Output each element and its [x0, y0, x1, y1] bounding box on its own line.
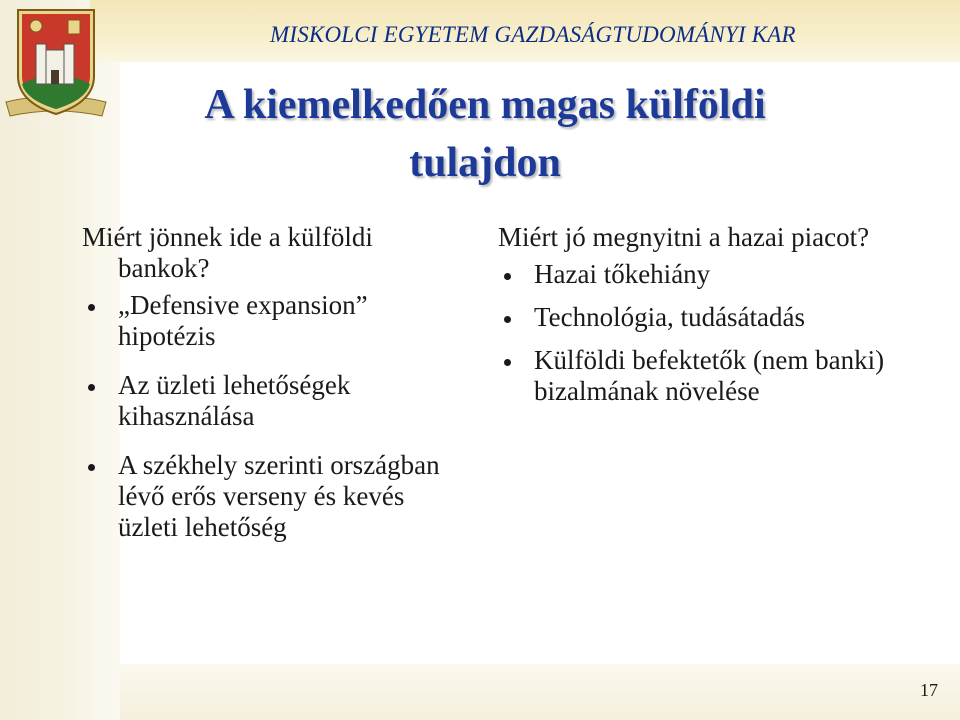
list-item	[498, 259, 898, 290]
slide-title	[120, 76, 850, 192]
list-item	[82, 290, 442, 352]
list-item	[82, 370, 442, 432]
left-bullet-list	[82, 290, 442, 543]
left-column-heading: Miért jönnek ide a külföldi bankok?	[82, 222, 373, 283]
list-item-text: Hazai tőkehiány	[534, 259, 711, 289]
list-item	[498, 345, 898, 407]
bullet-icon	[88, 384, 95, 391]
bullet-icon	[504, 316, 511, 323]
list-item-text: „Defensive expansion” hipotézis	[118, 290, 368, 351]
title-line-2: tulajdon	[409, 140, 561, 186]
list-item-text: Az üzleti lehetőségek kihasználása	[118, 370, 351, 431]
list-item-text: Külföldi befektetők (nem banki) bizalmának növelése	[534, 345, 885, 406]
page-number: 17	[920, 680, 938, 700]
left-column	[82, 222, 442, 561]
bullet-icon	[88, 304, 95, 311]
bottom-decorative-band	[120, 664, 960, 720]
list-item-text: A székhely szerinti országban lévő erős verseny és kevés üzleti lehetőség	[118, 450, 440, 542]
bullet-icon	[504, 273, 511, 280]
university-crest-icon	[4, 6, 108, 126]
list-item	[82, 450, 442, 543]
list-item-text: Technológia, tudásátadás	[534, 302, 806, 332]
right-column	[498, 222, 898, 425]
bullet-icon	[504, 359, 511, 366]
list-item	[498, 302, 898, 333]
bullet-icon	[88, 464, 95, 471]
right-column-heading: Miért jó megnyitni a hazai piacot?	[498, 222, 870, 252]
right-bullet-list	[498, 259, 898, 407]
title-line-1: A kiemelkedően magas külföldi	[204, 82, 766, 128]
institution-header: MISKOLCI EGYETEM GAZDASÁGTUDOMÁNYI KAR	[270, 22, 796, 47]
